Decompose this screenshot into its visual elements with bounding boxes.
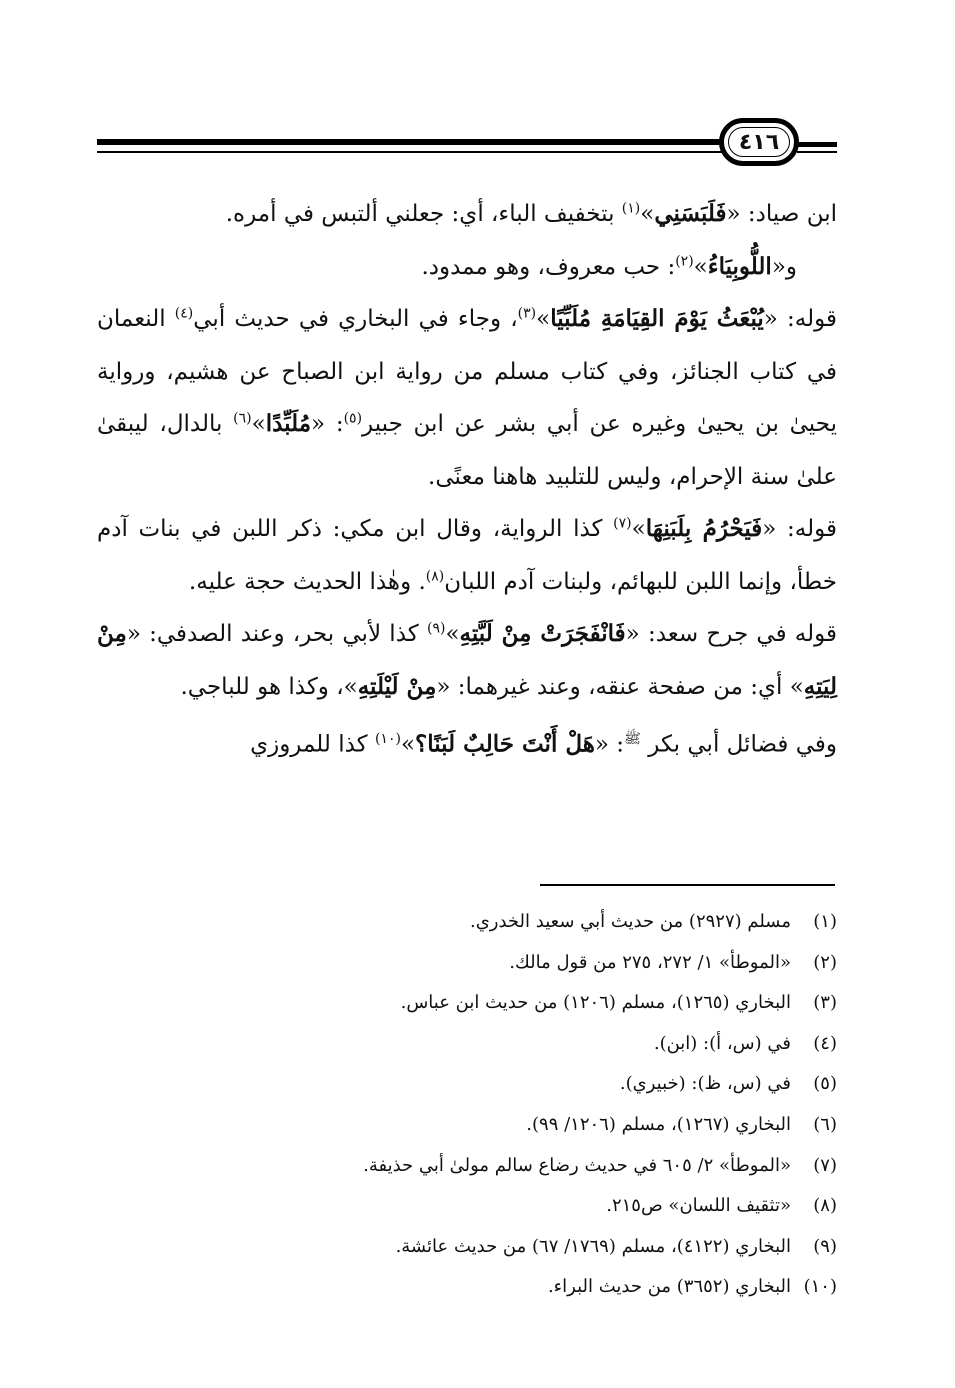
text-run: بتخفيف الباء، أي: جعلني ألتبس في أمره. bbox=[225, 201, 622, 227]
footnote-item bbox=[97, 1267, 837, 1308]
footnotes bbox=[97, 902, 837, 1308]
footnote-number: (٨) bbox=[813, 1195, 837, 1217]
page-header bbox=[97, 118, 837, 178]
footnote-text: مسلم (٢٩٢٧) من حديث أبي سعيد الخدري. bbox=[469, 911, 791, 932]
text-run: »، وكذا هو للباجي. bbox=[180, 673, 358, 700]
footnote-ref: (٢) bbox=[675, 252, 694, 269]
honorific-glyph: ﷺ bbox=[624, 731, 641, 747]
text-run: ابن صياد: « bbox=[726, 201, 837, 227]
text-run: النعمان في كتاب الجنائز، وفي كتاب مسلم من رواية ابن الصباح عن هشيم، ورواية يحيىٰ بن يحيىٰ وغيره عن أبي بشر عن ابن جبير bbox=[97, 306, 837, 437]
text-run: » bbox=[536, 306, 551, 332]
footnote-text: «الموطأ» ١/ ٢٧٢، ٢٧٥ من قول مالك. bbox=[509, 951, 791, 973]
quoted-word: فَلَبَسَنِي bbox=[654, 200, 727, 227]
footnote-text: «تثقيف اللسان» ص٢١٥. bbox=[606, 1195, 791, 1217]
text-run: : « bbox=[311, 411, 344, 437]
footnote-number: (٦) bbox=[813, 1113, 837, 1135]
text-run: » bbox=[693, 253, 708, 280]
footnote-number: (١٠) bbox=[803, 1276, 837, 1298]
footnote-text: «الموطأ» ٢/ ٦٠٥ في حديث رضاع سالم مولىٰ أبي حذيفة. bbox=[363, 1154, 791, 1176]
main-text bbox=[97, 188, 837, 771]
paragraph-6 bbox=[97, 713, 837, 771]
quoted-word: اللُّوبِيَاءُ bbox=[707, 252, 772, 280]
footnote-text: البخاري (١٢٦٧)، مسلم (١٢٠٦/ ٩٩). bbox=[526, 1113, 791, 1135]
quoted-word: مِنْ لَيْلَتِهِ bbox=[357, 672, 437, 700]
header-rule-thick bbox=[97, 139, 722, 145]
text-run: وفي فضائل أبي بكر bbox=[640, 731, 837, 758]
footnote-number: (٩) bbox=[813, 1235, 837, 1257]
footnote-ref: (١٠) bbox=[374, 731, 401, 747]
paragraph-3 bbox=[97, 293, 837, 503]
text-run: : حب معروف، وهو ممدود. bbox=[421, 253, 676, 280]
text-run: كذا لأبي بحر، وعند الصدفي: « bbox=[126, 621, 427, 647]
text-run: . وهٰذا الحديث حجة عليه. bbox=[188, 568, 426, 595]
quoted-word: يُبْعَثُ يَوْمَ القِيَامَةِ مُلَبِّيًا bbox=[550, 305, 764, 332]
text-run: كذا الرواية، وقال ابن مكي: ذكر اللبن في بنات آدم خطأ، وإنما اللبن للبهائم، ولبنات آدم اللبان bbox=[97, 516, 837, 595]
footnote-ref: (٩) bbox=[426, 620, 446, 637]
text-run: » bbox=[640, 201, 655, 227]
text-run: كذا للمروزي bbox=[250, 731, 375, 758]
quoted-word: فَيَحْرُمُ بِلَبَنِهَا bbox=[645, 515, 763, 542]
text-run: بالدال، ليبقىٰ علىٰ سنة الإحرام، وليس للتلبيد هاهنا معنًى. bbox=[97, 411, 837, 490]
footnote-separator bbox=[540, 884, 835, 886]
page-number-badge bbox=[719, 118, 799, 166]
footnote-ref: (٨) bbox=[425, 567, 445, 584]
footnote-text: البخاري (٣٦٥٢) من حديث البراء. bbox=[547, 1276, 791, 1298]
footnote-item bbox=[97, 1186, 837, 1227]
footnote-item bbox=[97, 1146, 837, 1187]
footnote-item bbox=[97, 902, 837, 943]
text-run: » bbox=[251, 411, 266, 437]
footnote-text: البخاري (٤١٢٢)، مسلم (١٧٦٩/ ٦٧) من حديث عائشة. bbox=[395, 1235, 791, 1257]
text-run: ، وجاء في البخاري في حديث أبي bbox=[193, 306, 518, 332]
footnote-number: (٤) bbox=[813, 1032, 837, 1054]
header-rule-thin bbox=[97, 151, 722, 153]
footnote-number: (١) bbox=[813, 911, 837, 932]
footnote-ref: (٧) bbox=[613, 515, 632, 532]
text-run: و« bbox=[771, 253, 797, 280]
header-rule-right-thin bbox=[797, 151, 837, 153]
text-run: » bbox=[631, 516, 646, 542]
quoted-word: هَلْ أَنْتَ حَالِبٌ لَبَنًا؟ bbox=[415, 730, 595, 758]
footnote-item bbox=[97, 943, 837, 984]
header-rule-right bbox=[797, 142, 837, 147]
page-number: ٤١٦ bbox=[738, 129, 780, 155]
paragraph-5 bbox=[97, 608, 837, 713]
footnote-item bbox=[97, 1105, 837, 1146]
footnote-item bbox=[97, 1227, 837, 1268]
footnote-number: (٧) bbox=[813, 1154, 837, 1176]
footnote-item bbox=[97, 1024, 837, 1065]
paragraph-4 bbox=[97, 503, 837, 608]
quoted-word: مِنْ لِيَتِهِ bbox=[97, 620, 837, 700]
paragraph-1 bbox=[97, 188, 837, 241]
quoted-word: مُلَبِّدًا bbox=[265, 410, 312, 437]
footnote-text: في (س، أ): (ابن). bbox=[653, 1032, 791, 1054]
text-run: قوله في جرح سعد: « bbox=[625, 621, 838, 647]
footnote-number: (٢) bbox=[813, 951, 837, 973]
footnote-ref: (٥) bbox=[343, 410, 363, 427]
footnote-number: (٥) bbox=[813, 1073, 837, 1095]
text-run: » bbox=[445, 621, 460, 647]
footnote-ref: (١) bbox=[621, 200, 641, 217]
footnote-text: البخاري (١٢٦٥)، مسلم (١٢٠٦) من حديث ابن عباس. bbox=[400, 992, 791, 1014]
footnote-ref: (٣) bbox=[517, 305, 537, 322]
footnote-number: (٣) bbox=[813, 992, 837, 1014]
paragraph-2 bbox=[97, 241, 837, 294]
text-run: » أي: من صفحة عنقه، وعند غيرهما: « bbox=[436, 673, 804, 700]
text-run: قوله: « bbox=[763, 306, 837, 332]
footnote-ref: (٤) bbox=[174, 305, 194, 322]
footnote-ref: (٦) bbox=[233, 410, 252, 427]
text-run: : « bbox=[594, 731, 625, 758]
footnote-item bbox=[97, 1064, 837, 1105]
footnote-item bbox=[97, 983, 837, 1024]
text-run: » bbox=[400, 731, 416, 758]
quoted-word: فَانْفَجَرَتْ مِنْ لَبَّتِهِ bbox=[459, 620, 626, 647]
text-run: قوله: « bbox=[762, 516, 837, 542]
footnote-text: في (س، ظ): (خبيري). bbox=[619, 1073, 791, 1095]
